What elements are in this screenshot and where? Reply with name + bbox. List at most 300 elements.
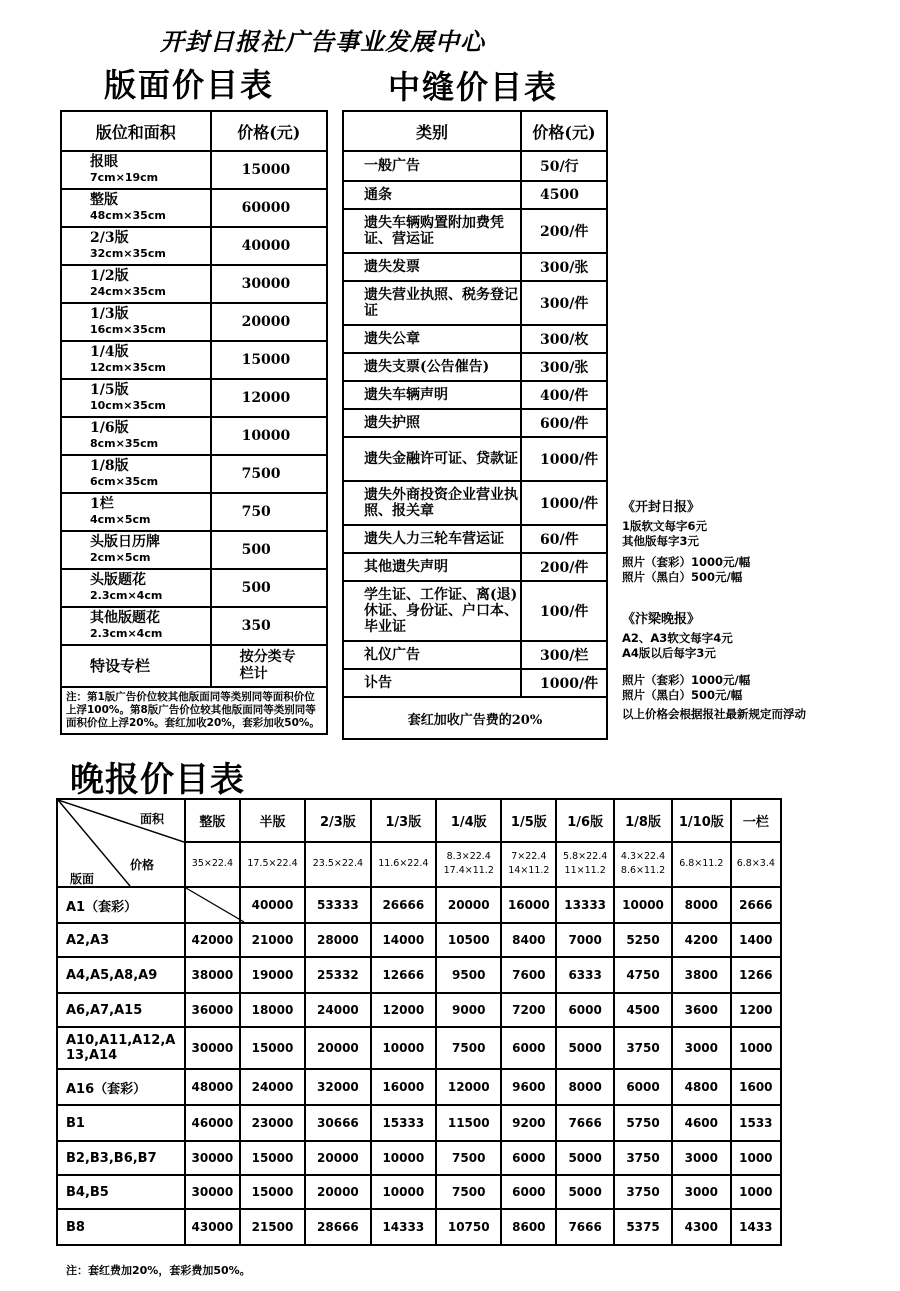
table-row [57, 923, 781, 957]
price-cell: 10000 [371, 1141, 436, 1175]
position-size: 2cm×5cm [90, 551, 151, 564]
position-cell [61, 189, 211, 227]
category-cell: 讣告 [343, 669, 521, 697]
evening-table-note: 注：套红费加20%，套彩费加50%。 [66, 1264, 251, 1277]
position-cell [61, 531, 211, 569]
price-cell: 20000 [305, 1175, 370, 1209]
table-header-row [343, 111, 607, 151]
price-cell: 350 [211, 607, 327, 645]
org-title: 开封日报社广告事业发展中心 [160, 27, 485, 56]
price-cell: 5000 [556, 1175, 614, 1209]
table-row [343, 581, 607, 641]
table-row [61, 341, 327, 379]
price-cell: 1000/件 [521, 481, 607, 525]
evening-table-title: 晚报价目表 [70, 760, 245, 800]
position-size: 24cm×35cm [90, 285, 166, 298]
price-cell: 1200 [731, 993, 781, 1027]
price-cell: 15000 [240, 1141, 305, 1175]
position-size: 32cm×35cm [90, 247, 166, 260]
position-cell [61, 303, 211, 341]
price-cell: 10500 [436, 923, 501, 957]
price-cell: 4500 [614, 993, 672, 1027]
table-row [57, 993, 781, 1027]
price-cell: 7666 [556, 1105, 614, 1141]
corner-page-label: 版面 [70, 872, 95, 886]
table-row [57, 887, 781, 923]
price-cell: 10750 [436, 1209, 501, 1245]
table-row [57, 1209, 781, 1245]
page-cell: A16（套彩） [57, 1069, 185, 1105]
position-cell [61, 607, 211, 645]
note-line: 照片（套彩）1000元/幅 [622, 673, 751, 687]
position-cell [61, 569, 211, 607]
size-line: 6.8×11.2 [679, 858, 724, 870]
position-cell [61, 379, 211, 417]
note-line: 其他版每字3元 [622, 534, 700, 548]
category-cell: 遗失发票 [343, 253, 521, 281]
category-cell: 遗失人力三轮车营运证 [343, 525, 521, 553]
size-line: 5.8×22.4 [563, 851, 608, 863]
category-cell: 礼仪广告 [343, 641, 521, 669]
evening-price-table [56, 798, 782, 1246]
size-line: 11.6×22.4 [378, 858, 429, 870]
position-size: 48cm×35cm [90, 209, 166, 222]
table-row [61, 645, 327, 687]
footer-row [343, 697, 607, 739]
price-cell: 5250 [614, 923, 672, 957]
table-row [343, 281, 607, 325]
category-cell: 遗失公章 [343, 325, 521, 353]
price-cell: 5000 [556, 1141, 614, 1175]
price-cell: 300/枚 [521, 325, 607, 353]
price-cell: 6000 [614, 1069, 672, 1105]
note-row [61, 687, 327, 734]
position-cell [61, 645, 211, 687]
position-name: 2/3版 [90, 230, 129, 246]
price-cell: 4500 [521, 181, 607, 209]
page-cell: A6,A7,A15 [57, 993, 185, 1027]
position-size: 10cm×35cm [90, 399, 166, 412]
price-cell: 8000 [556, 1069, 614, 1105]
table-row [343, 481, 607, 525]
price-cell: 5375 [614, 1209, 672, 1245]
note-line: 照片（黑白）500元/幅 [622, 688, 743, 702]
price-cell: 7600 [501, 957, 556, 993]
price-cell: 3000 [672, 1027, 731, 1069]
price-cell: 15000 [211, 341, 327, 379]
price-cell: 4800 [672, 1069, 731, 1105]
table-row [61, 607, 327, 645]
column-header: 版位和面积 [61, 111, 211, 151]
price-cell: 28666 [305, 1209, 370, 1245]
price-cell: 25332 [305, 957, 370, 993]
note-line: 1版软文每字6元 [622, 519, 708, 533]
price-cell: 20000 [436, 887, 501, 923]
price-cell: 6000 [501, 1175, 556, 1209]
note-line: A2、A3软文每字4元 [622, 631, 733, 645]
table-row [343, 669, 607, 697]
page-cell: A10,A11,A12,A13,A14 [57, 1027, 185, 1069]
price-cell: 500 [211, 531, 327, 569]
price-cell: 38000 [185, 957, 240, 993]
table-row [343, 553, 607, 581]
category-cell: 一般广告 [343, 151, 521, 181]
price-cell: 30000 [211, 265, 327, 303]
price-cell: 300/张 [521, 253, 607, 281]
table-row [61, 569, 327, 607]
price-cell: 7500 [211, 455, 327, 493]
position-size: 12cm×35cm [90, 361, 166, 374]
position-cell [61, 455, 211, 493]
column-header: 1/3版 [371, 799, 436, 842]
price-cell: 40000 [240, 887, 305, 923]
table-row [57, 1141, 781, 1175]
price-cell: 7500 [436, 1175, 501, 1209]
price-cell: 6333 [556, 957, 614, 993]
position-size: 4cm×5cm [90, 513, 151, 526]
price-cell: 15000 [240, 1027, 305, 1069]
price-cell: 20000 [211, 303, 327, 341]
price-cell: 7000 [556, 923, 614, 957]
price-cell: 20000 [305, 1027, 370, 1069]
layout-table-title: 版面价目表 [104, 66, 275, 104]
page-cell: B8 [57, 1209, 185, 1245]
price-cell: 10000 [371, 1027, 436, 1069]
size-cell [371, 842, 436, 887]
price-cell: 5000 [556, 1027, 614, 1069]
position-name: 整版 [90, 192, 118, 208]
price-cell: 3600 [672, 993, 731, 1027]
layout-note: 注：第1版广告价位较其他版面同等类别同等面积价位上浮100%。第8版广告价位较其他版面同等类别同等面积价位上浮20%。套红加收20%，套彩加收50%。 [61, 687, 327, 734]
price-cell: 200/件 [521, 553, 607, 581]
price-cell: 60/件 [521, 525, 607, 553]
price-cell: 18000 [240, 993, 305, 1027]
page-cell: B4,B5 [57, 1175, 185, 1209]
price-cell: 6000 [501, 1027, 556, 1069]
position-size: 7cm×19cm [90, 171, 159, 184]
price-cell: 750 [211, 493, 327, 531]
kaifeng-daily-title: 《开封日报》 [622, 500, 701, 515]
table-row [343, 325, 607, 353]
category-cell: 遗失支票(公告催告) [343, 353, 521, 381]
price-cell: 43000 [185, 1209, 240, 1245]
price-cell: 6000 [556, 993, 614, 1027]
price-cell: 1000 [731, 1027, 781, 1069]
table-row [61, 303, 327, 341]
price-cell: 7500 [436, 1141, 501, 1175]
layout-price-table [60, 110, 328, 735]
note-line: 照片（黑白）500元/幅 [622, 570, 743, 584]
category-cell: 遗失外商投资企业营业执照、报关章 [343, 481, 521, 525]
price-cell: 30666 [305, 1105, 370, 1141]
position-name: 1/4版 [90, 344, 129, 360]
table-row [343, 409, 607, 437]
price-cell: 23000 [240, 1105, 305, 1141]
table-row [343, 253, 607, 281]
price-cell: 9200 [501, 1105, 556, 1141]
price-cell: 12000 [436, 1069, 501, 1105]
price-cell: 24000 [305, 993, 370, 1027]
column-header: 1/10版 [672, 799, 731, 842]
table-row [343, 209, 607, 253]
table-row [343, 641, 607, 669]
price-cell: 500 [211, 569, 327, 607]
corner-cell [57, 799, 185, 887]
price-cell: 2666 [731, 887, 781, 923]
cross-line [186, 888, 244, 922]
size-line: 8.6×11.2 [620, 865, 666, 877]
category-cell: 遗失营业执照、税务登记证 [343, 281, 521, 325]
cross-line-stroke [186, 888, 244, 922]
price-cell: 1000/件 [521, 437, 607, 481]
table-row [61, 493, 327, 531]
size-cell [305, 842, 370, 887]
price-cell: 400/件 [521, 381, 607, 409]
position-size: 2.3cm×4cm [90, 589, 163, 602]
position-size: 16cm×35cm [90, 323, 166, 336]
middle-footer: 套红加收广告费的20% [343, 697, 607, 739]
page-cell: B1 [57, 1105, 185, 1141]
kaifeng-daily-notes [622, 500, 750, 585]
size-cell [672, 842, 731, 887]
column-header: 1/4版 [436, 799, 501, 842]
price-cell: 13333 [556, 887, 614, 923]
size-line: 35×22.4 [191, 858, 233, 870]
price-cell: 10000 [371, 1175, 436, 1209]
size-line: 6.8×3.4 [736, 858, 775, 870]
price-cell: 3000 [672, 1175, 731, 1209]
position-size: 2.3cm×4cm [90, 627, 163, 640]
price-cell: 300/栏 [521, 641, 607, 669]
price-cell: 53333 [305, 887, 370, 923]
price-cell: 30000 [185, 1175, 240, 1209]
price-cell: 600/件 [521, 409, 607, 437]
price-cell: 9500 [436, 957, 501, 993]
bianliang-evening-notes [622, 612, 806, 722]
price-cell: 3750 [614, 1027, 672, 1069]
middle-price-table [342, 110, 608, 740]
table-row [61, 265, 327, 303]
position-name: 报眼 [90, 154, 118, 170]
price-cell: 16000 [501, 887, 556, 923]
price-cell: 200/件 [521, 209, 607, 253]
table-row [57, 1027, 781, 1069]
corner-area-label: 面积 [140, 812, 165, 826]
position-name: 1/3版 [90, 306, 129, 322]
position-cell [61, 227, 211, 265]
price-cell: 26666 [371, 887, 436, 923]
price-cell: 30000 [185, 1027, 240, 1069]
price-cell: 4300 [672, 1209, 731, 1245]
price-cell: 14000 [371, 923, 436, 957]
price-cell: 12000 [371, 993, 436, 1027]
price-cell: 24000 [240, 1069, 305, 1105]
position-name: 头版日历牌 [90, 534, 160, 550]
price-cell: 1400 [731, 923, 781, 957]
price-cell: 28000 [305, 923, 370, 957]
column-header: 1/6版 [556, 799, 614, 842]
price-cell: 1600 [731, 1069, 781, 1105]
table-header-row [57, 799, 781, 842]
table-row [61, 227, 327, 265]
table-row [57, 1175, 781, 1209]
price-cell: 48000 [185, 1069, 240, 1105]
price-cell: 12000 [211, 379, 327, 417]
page-cell: B2,B3,B6,B7 [57, 1141, 185, 1175]
price-cell: 7666 [556, 1209, 614, 1245]
position-size: 6cm×35cm [90, 475, 159, 488]
column-header: 价格(元) [211, 111, 327, 151]
size-line: 7×22.4 [511, 851, 547, 863]
price-cell: 32000 [305, 1069, 370, 1105]
price-cell: 1433 [731, 1209, 781, 1245]
price-cell: 9000 [436, 993, 501, 1027]
position-cell [61, 493, 211, 531]
table-row [343, 381, 607, 409]
position-name: 1/2版 [90, 268, 129, 284]
position-cell [61, 417, 211, 455]
size-cell [501, 842, 556, 887]
position-name: 其他版题花 [90, 610, 160, 626]
table-row [343, 437, 607, 481]
table-row [61, 417, 327, 455]
price-cell: 100/件 [521, 581, 607, 641]
size-line: 11×11.2 [564, 865, 606, 877]
table-row [343, 353, 607, 381]
position-name: 1/5版 [90, 382, 129, 398]
price-cell: 5750 [614, 1105, 672, 1141]
category-cell: 通条 [343, 181, 521, 209]
price-cell: 4200 [672, 923, 731, 957]
size-line: 14×11.2 [508, 865, 550, 877]
column-header: 整版 [185, 799, 240, 842]
price-cell: 7200 [501, 993, 556, 1027]
price-cell: 10000 [211, 417, 327, 455]
price-cell: 16000 [371, 1069, 436, 1105]
float-note: 以上价格会根据报社最新规定而浮动 [622, 707, 806, 721]
price-cell: 14333 [371, 1209, 436, 1245]
table-row [57, 1105, 781, 1141]
size-line: 23.5×22.4 [312, 858, 364, 870]
table-row [61, 151, 327, 189]
price-cell: 300/张 [521, 353, 607, 381]
size-cell [614, 842, 672, 887]
table-row [57, 1069, 781, 1105]
price-cell: 8600 [501, 1209, 556, 1245]
price-cell: 300/件 [521, 281, 607, 325]
column-header: 类别 [343, 111, 521, 151]
size-line: 17.4×11.2 [443, 865, 494, 877]
price-cell: 42000 [185, 923, 240, 957]
price-cell: 4600 [672, 1105, 731, 1141]
price-cell: 3750 [614, 1141, 672, 1175]
price-cell: 21500 [240, 1209, 305, 1245]
column-header: 价格(元) [521, 111, 607, 151]
position-cell [61, 265, 211, 303]
table-row [61, 531, 327, 569]
category-cell: 遗失护照 [343, 409, 521, 437]
price-cell: 11500 [436, 1105, 501, 1141]
page-cell: A1（套彩） [57, 887, 185, 923]
price-cell: 1000 [731, 1175, 781, 1209]
category-cell: 学生证、工作证、离(退)休证、身份证、户口本、毕业证 [343, 581, 521, 641]
table-row [343, 151, 607, 181]
price-cell: 9600 [501, 1069, 556, 1105]
size-cell [731, 842, 781, 887]
price-cell: 36000 [185, 993, 240, 1027]
price-cell: 30000 [185, 1141, 240, 1175]
page-cell: A4,A5,A8,A9 [57, 957, 185, 993]
table-row [343, 525, 607, 553]
column-header: 1/5版 [501, 799, 556, 842]
price-cell: 4750 [614, 957, 672, 993]
column-header: 一栏 [731, 799, 781, 842]
price-cell: 19000 [240, 957, 305, 993]
table-row [343, 181, 607, 209]
table-header-row [61, 111, 327, 151]
price-cell: 6000 [501, 1141, 556, 1175]
price-cell: 15333 [371, 1105, 436, 1141]
price-cell: 8400 [501, 923, 556, 957]
size-cell [556, 842, 614, 887]
size-line: 8.3×22.4 [446, 851, 491, 863]
position-name: 头版题花 [90, 572, 146, 588]
diagonal-line-1 [58, 800, 184, 842]
position-name: 特设专栏 [90, 656, 151, 675]
page-cell: A2,A3 [57, 923, 185, 957]
size-cell [436, 842, 501, 887]
price-cell: 按分类专栏计 [211, 645, 327, 687]
price-cell: 60000 [211, 189, 327, 227]
middle-table-title: 中缝价目表 [388, 68, 559, 106]
price-cell: 3750 [614, 1175, 672, 1209]
price-cell: 46000 [185, 1105, 240, 1141]
column-header: 1/8版 [614, 799, 672, 842]
table-row [61, 455, 327, 493]
price-cell: 3800 [672, 957, 731, 993]
price-cell: 15000 [211, 151, 327, 189]
column-header: 半版 [240, 799, 305, 842]
price-cell: 3000 [672, 1141, 731, 1175]
price-cell: 1000 [731, 1141, 781, 1175]
table-row [61, 379, 327, 417]
position-name: 1/8版 [90, 458, 129, 474]
price-cell: 8000 [672, 887, 731, 923]
table-row [57, 957, 781, 993]
price-cell: 7500 [436, 1027, 501, 1069]
note-line: A4版以后每字3元 [622, 646, 716, 660]
price-cell: 1533 [731, 1105, 781, 1141]
category-cell: 其他遗失声明 [343, 553, 521, 581]
position-name: 1/6版 [90, 420, 129, 436]
category-cell: 遗失金融许可证、贷款证 [343, 437, 521, 481]
position-cell [61, 341, 211, 379]
price-cell: 12666 [371, 957, 436, 993]
size-line: 4.3×22.4 [620, 851, 666, 863]
position-cell [61, 151, 211, 189]
price-cell: 1266 [731, 957, 781, 993]
position-name: 1栏 [90, 496, 114, 512]
position-size: 8cm×35cm [90, 437, 159, 450]
price-cell: 10000 [614, 887, 672, 923]
category-cell: 遗失车辆购置附加费凭证、营运证 [343, 209, 521, 253]
table-row [61, 189, 327, 227]
price-cell: 15000 [240, 1175, 305, 1209]
column-header: 2/3版 [305, 799, 370, 842]
bianliang-evening-title: 《汴梁晚报》 [622, 612, 701, 627]
size-cell [240, 842, 305, 887]
corner-price-label: 价格 [130, 858, 155, 872]
